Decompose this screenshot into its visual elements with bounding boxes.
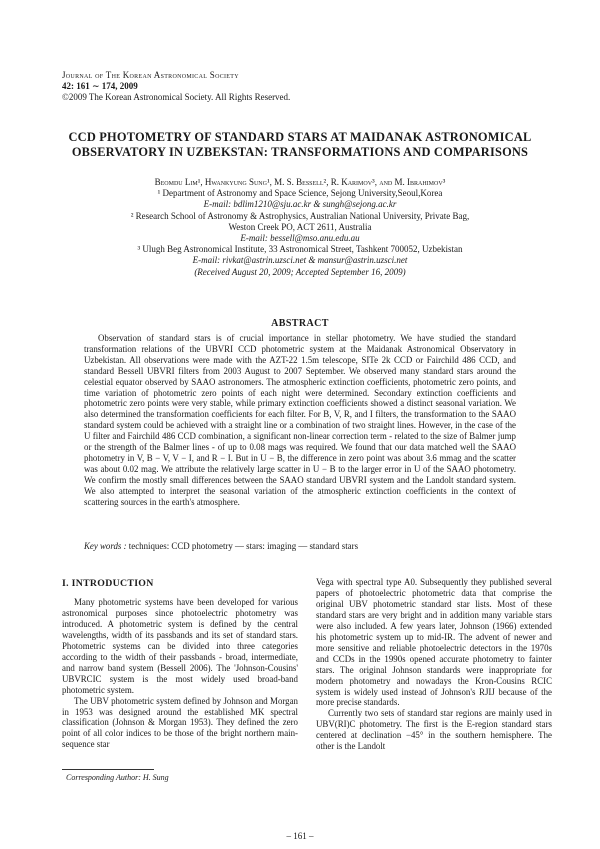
abstract-body — [84, 333, 516, 508]
abstract-text: Observation of standard stars is of crucial importance in stellar photometry. We have studied the standard transformation relations of the UBVRI CCD photometric system at the Maidanak Astronomical Observatory in Uzbekistan. All observations were made with the AZT-22 1.5m telescope, SITe 2k CCD or Fairchild 486 CCD, and standard Bessell UBVRI filters from 2003 August to 2007 September. We observed many standard stars around the celestial equator observed by SAAO astronomers. The atmospheric extinction coefficients, photometric zero points, and time variation of photometric zero points of each night were determined. Secondary extinction coefficients and photometric zero points were very stable, while primary extinction coefficients showed a distinct seasonal variation. We also determined the transformation coefficients for each filter. For B, V, R, and I filters, the transformation to the SAAO standard system could be achieved with a straight line or a combination of two straight lines. However, in the case of the U filter and Fairchild 486 CCD combination, a significant non-linear correction term - related to the size of Balmer jump or the strength of the Balmer lines - of up to 0.08 mags was required. We found that our data matched well the SAAO photometry in V, B − V, V − I, and R − I. But in U − B, the difference in zero point was about 3.6 mmag and the scatter was about 0.02 mag. We attribute the relatively large scatter in U − B to the larger error in U of the SAAO photometry. We confirm the mostly small differences between the SAAO standard UBVRI system and the Landolt standard system. We also attempted to interpret the seasonal variation of the atmospheric extinction coefficients in the context of scattering sources in the earth's atmosphere. — [84, 333, 516, 507]
intro-paragraph-4: Currently two sets of standard star regions are mainly used in UBV(RI)C photometry. The first is the E-region standard stars centered at declination −45° in the southern hemisphere. The other is the Landolt — [316, 708, 552, 752]
journal-volume: 42: 161 ∼ 174, 2009 — [62, 81, 138, 91]
affiliation-3: ³ Ulugh Beg Astronomical Institute, 33 Astronomical Street, Tashkent 700052, Uzbekistan — [137, 244, 463, 255]
keywords-label: Key words : — [84, 541, 127, 551]
intro-paragraph-1: Many photometric systems have been developed for various astronomical purposes since photoelectric photometry was introduced. A photometric system is defined by the central wavelengths, width of its passbands and its set of standard stars. Photometric systems can be divided into three categories according to the width of their passbands - broad, intermediate, and narrow band system (Bessell 2006). The 'Johnson-Cousins' UBVRCIC system is the most widely used broad-band photometric system. — [62, 597, 298, 695]
paper-title: CCD PHOTOMETRY OF STANDARD STARS AT MAIDANAK ASTRONOMICAL OBSERVATORY IN UZBEKSTAN: TRANSFORMATIONS AND COMPARISONS — [68, 130, 532, 159]
author-list: Beomdu Lim¹, Hwankyung Sung¹, M. S. Bessell², R. Karimov³, and M. Ibrahimov³ — [154, 177, 446, 187]
abstract-heading: ABSTRACT — [271, 318, 329, 329]
left-column — [62, 597, 298, 750]
author-block — [60, 177, 540, 278]
section-heading-introduction: I. INTRODUCTION — [62, 578, 154, 589]
journal-name: Journal of The Korean Astronomical Society — [62, 70, 239, 80]
affiliation-2b: Weston Creek PO, ACT 2611, Australia — [228, 221, 372, 232]
page-number: – 161 – — [286, 831, 314, 841]
footnote-rule — [62, 769, 154, 770]
email-1: E-mail: bdlim1210@sju.ac.kr & sungh@sejong.ac.kr — [203, 199, 397, 210]
keywords — [84, 541, 516, 552]
affiliation-2a: ² Research School of Astronomy & Astrophysics, Australian National University, Private Bag, — [130, 210, 470, 221]
keywords-text: techniques: CCD photometry — stars: imaging — standard stars — [128, 541, 359, 551]
email-2: E-mail: bessell@mso.anu.edu.au — [240, 233, 360, 244]
email-3: E-mail: rivkat@astrin.uzsci.net & mansur@astrin.uzsci.net — [192, 255, 408, 266]
right-column — [316, 577, 552, 752]
received-dates: (Received August 20, 2009; Accepted September 16, 2009) — [194, 266, 406, 277]
intro-paragraph-3: Vega with spectral type A0. Subsequently they published several papers of photoelectric photometric data that comprise the original UBV photometric standard star lists. Most of these standard stars are very bright and in addition many variable stars were also included. A few years later, Johnson (1966) extended his photometric system up to mid-IR. The advent of newer and more sensitive and reliable photoelectric detectors in the 1970s and CCDs in the 1990s opened accurate photometry to fainter stars. The original Johnson standards were inappropriate for modern photometry and nowadays the Kron-Cousins RCIC system is widely used instead of Johnson's RJIJ because of the more precise standards. — [316, 577, 552, 708]
intro-paragraph-2: The UBV photometric system defined by Johnson and Morgan in 1953 was designed around the established MK spectral classification (Johnson & Morgan 1953). They defined the zero point of all color indices to be those of the bright northern main-sequence star — [62, 695, 298, 750]
journal-header — [62, 70, 290, 103]
journal-copyright: ©2009 The Korean Astronomical Society. All Rights Reserved. — [62, 92, 291, 102]
footnote-corresponding-author: Corresponding Author: H. Sung — [66, 773, 169, 782]
affiliation-1: ¹ Department of Astronomy and Space Science, Sejong University,Seoul,Korea — [157, 188, 443, 199]
